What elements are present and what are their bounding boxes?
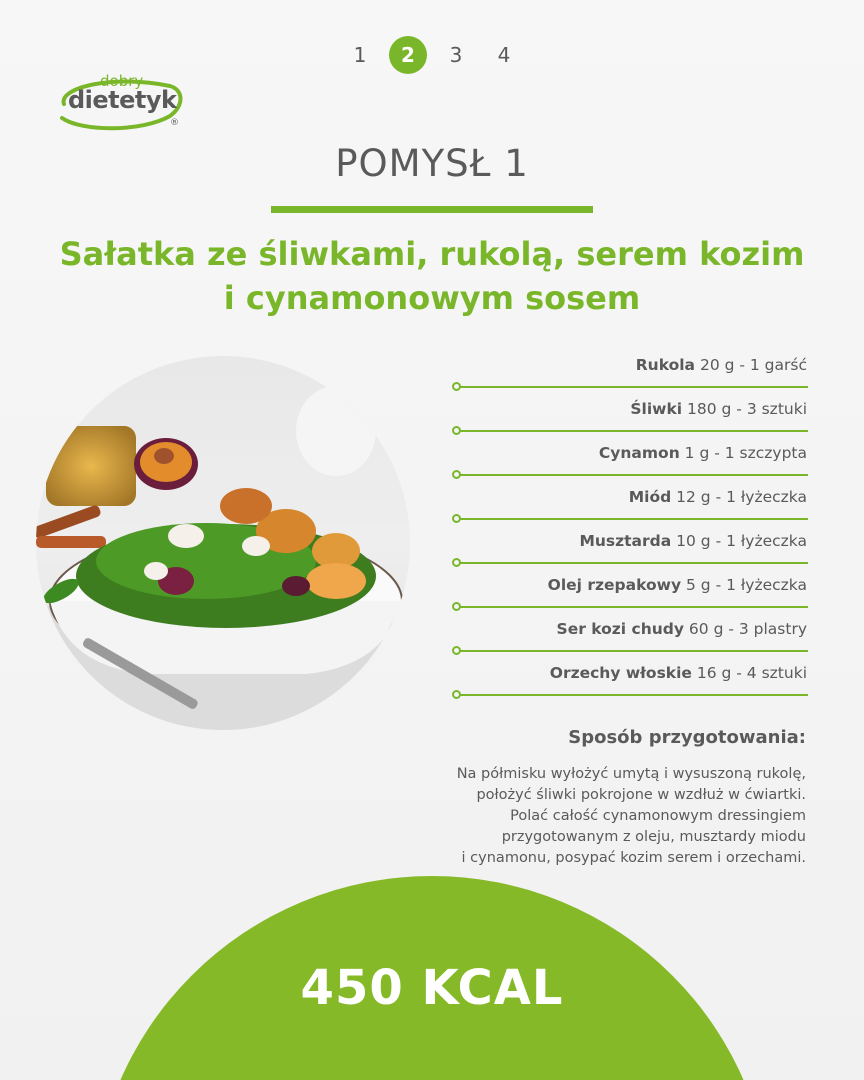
ingredient-list (450, 350, 812, 702)
method-line: Na półmisku wyłożyć umytą i wysuszoną rukolę, (456, 766, 806, 782)
ingredient-divider (458, 562, 808, 564)
ingredient-bullet-icon (452, 558, 461, 567)
logo-text-main: dietetyk (68, 86, 177, 114)
page-1[interactable]: 1 (353, 43, 367, 67)
ingredient-item (450, 526, 812, 570)
ingredient-item (450, 614, 812, 658)
page-4[interactable]: 4 (497, 43, 511, 67)
ingredient-item (450, 350, 812, 394)
salad-photo (36, 356, 410, 730)
recipe-title (30, 232, 834, 320)
logo-registered-mark: ® (170, 118, 179, 128)
ingredient-name: Musztarda (579, 532, 672, 550)
method-line: i cynamonu, posypać kozim serem i orzechami. (461, 850, 806, 866)
ingredient-item (450, 394, 812, 438)
ingredient-divider (458, 518, 808, 520)
ingredient-bullet-icon (452, 690, 461, 699)
ingredient-bullet-icon (452, 514, 461, 523)
ingredient-divider (458, 606, 808, 608)
section-heading: POMYSŁ 1 (335, 142, 529, 185)
ingredient-amount: 16 g - 4 sztuki (696, 664, 807, 682)
ingredient-divider (458, 474, 808, 476)
ingredient-name: Cynamon (598, 444, 680, 462)
method-heading: Sposób przygotowania: (568, 727, 806, 748)
ingredient-divider (458, 694, 808, 696)
ingredient-item (450, 570, 812, 614)
ingredient-name: Ser kozi chudy (556, 620, 684, 638)
ingredient-name: Rukola (635, 356, 696, 374)
ingredient-divider (458, 386, 808, 388)
ingredient-name: Orzechy włoskie (549, 664, 692, 682)
ingredient-divider (458, 430, 808, 432)
page-2-active[interactable]: 2 (389, 36, 427, 74)
ingredient-amount: 60 g - 3 plastry (688, 620, 807, 638)
kcal-value: 450 KCAL (300, 960, 564, 1016)
ingredient-bullet-icon (452, 470, 461, 479)
brand-logo (52, 66, 192, 138)
ingredient-divider (458, 650, 808, 652)
ingredient-name: Olej rzepakowy (547, 576, 682, 594)
slide-pager (0, 36, 864, 74)
ingredient-item (450, 658, 812, 702)
ingredient-item (450, 482, 812, 526)
ingredient-amount: 5 g - 1 łyżeczka (686, 576, 807, 594)
recipe-title-line-1: Sałatka ze śliwkami, rukolą, serem kozim (59, 235, 805, 273)
ingredient-bullet-icon (452, 426, 461, 435)
ingredient-amount: 20 g - 1 garść (699, 356, 807, 374)
ingredient-amount: 1 g - 1 szczypta (684, 444, 807, 462)
method-line: Polać całość cynamonowym dressingiem (510, 808, 806, 824)
ingredient-name: Miód (628, 488, 672, 506)
ingredient-item (450, 438, 812, 482)
ingredient-amount: 180 g - 3 sztuki (687, 400, 807, 418)
method-line: przygotowanym z oleju, musztardy miodu (501, 829, 806, 845)
ingredient-bullet-icon (452, 646, 461, 655)
ingredient-bullet-icon (452, 602, 461, 611)
method-line: położyć śliwki pokrojone w wzdłuż w ćwiartki. (476, 787, 806, 803)
salad-illustration (36, 356, 410, 730)
recipe-title-line-2: i cynamonowym sosem (223, 279, 641, 317)
logo-text-small: dobry (100, 72, 144, 90)
ingredient-amount: 12 g - 1 łyżeczka (676, 488, 807, 506)
page-3[interactable]: 3 (449, 43, 463, 67)
ingredient-bullet-icon (452, 382, 461, 391)
heading-underline (271, 206, 593, 213)
ingredient-amount: 10 g - 1 łyżeczka (676, 532, 807, 550)
ingredient-name: Śliwki (630, 400, 683, 418)
method-text (406, 764, 806, 869)
